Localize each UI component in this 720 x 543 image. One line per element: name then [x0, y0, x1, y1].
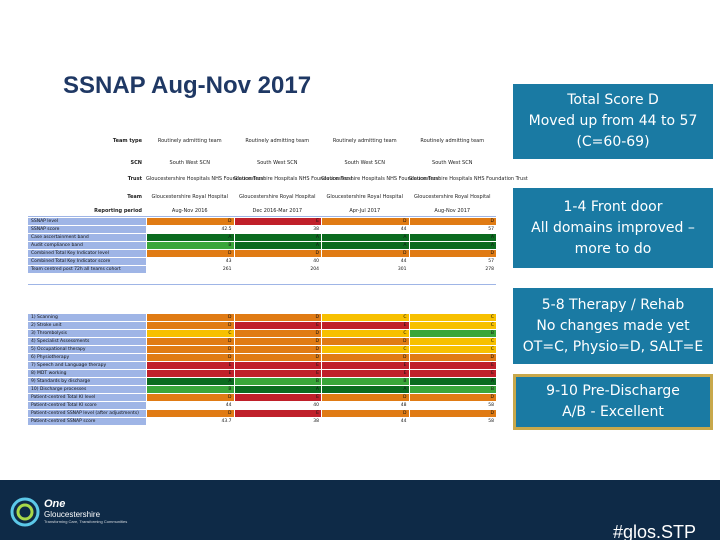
header-label: Team type [112, 138, 142, 144]
logo-line1: One [44, 498, 66, 510]
table-cell: C [321, 346, 409, 354]
table-cell: 58 [409, 402, 497, 410]
row-label: 3) Thrombolysis [28, 330, 146, 338]
table-cell: D [409, 410, 497, 418]
logo-line2: Gloucestershire [44, 510, 101, 519]
header-cell: Gloucestershire Royal Hospital [326, 194, 403, 200]
table-cell: A [409, 242, 497, 250]
header-cell: Routinely admitting team [245, 138, 310, 144]
header-label: Reporting period [94, 208, 142, 214]
row-label: Team centred post 72h all teams cohort [28, 266, 146, 274]
callout-line: No changes made yet [536, 317, 690, 334]
table-row [28, 322, 496, 330]
callout-line: 5-8 Therapy / Rehab [541, 296, 685, 313]
callout-line: (C=60-69) [576, 134, 650, 150]
table-cell: D [234, 250, 322, 258]
table-cell: D [146, 394, 234, 402]
row-label: 2) Stroke unit [28, 322, 146, 330]
header-cell: Routinely admitting team [157, 138, 222, 144]
callout-line: OT=C, Physio=D, SALT=E [522, 338, 704, 355]
section-divider [28, 216, 496, 217]
table-cell: 57 [409, 258, 497, 266]
table-row [28, 410, 496, 418]
header-cell: Aug-Nov 2016 [171, 208, 208, 214]
row-label: SSNAP level [28, 218, 146, 226]
table-cell: B [234, 378, 322, 386]
table-cell: A [321, 386, 409, 394]
table-row [28, 258, 496, 266]
table-cell: 44 [321, 418, 409, 426]
header-cell: Gloucestershire Hospitals NHS Foundation Trust [233, 176, 353, 182]
table-cell: A [409, 378, 497, 386]
table-cell: 301 [321, 266, 409, 274]
header-row [28, 160, 496, 166]
table-cell: D [409, 218, 497, 226]
table-cell: B [409, 386, 497, 394]
table-cell: 43 [146, 258, 234, 266]
row-label: Audit compliance band [28, 242, 146, 250]
table-cell: D [146, 218, 234, 226]
table-cell: D [146, 314, 234, 322]
table-cell: 38 [234, 418, 322, 426]
callout-line: Total Score D [567, 92, 659, 108]
table-cell: A [234, 386, 322, 394]
table-cell: C [146, 330, 234, 338]
header-cell: Gloucestershire Hospitals NHS Foundation Trust [408, 176, 528, 182]
table-cell: C [409, 322, 497, 330]
slide-title: SSNAP Aug-Nov 2017 [63, 72, 312, 99]
table-row [28, 266, 496, 274]
table-cell: E [146, 362, 234, 370]
header-cell: Dec 2016-Mar 2017 [252, 208, 303, 214]
callout-box [513, 374, 713, 430]
table-cell: D [146, 338, 234, 346]
callout-line: 9-10 Pre-Discharge [546, 383, 680, 399]
callout-box [513, 288, 713, 364]
header-cell: South West SCN [169, 160, 210, 166]
table-cell: E [409, 362, 497, 370]
table-cell: 38 [234, 226, 322, 234]
row-label: 10) Discharge processes [28, 386, 146, 394]
table-cell: 44 [146, 402, 234, 410]
table-row [28, 242, 496, 250]
logo-text [44, 498, 127, 524]
table-cell: D [321, 394, 409, 402]
section-divider [28, 284, 496, 285]
table-row [28, 386, 496, 394]
row-label: 5) Occupational therapy [28, 346, 146, 354]
table-cell: D [409, 250, 497, 258]
logo-tagline: Transforming Care, Transforming Communities [44, 519, 128, 524]
row-label: 7) Speech and Language therapy [28, 362, 146, 370]
callout-line: A/B - Excellent [562, 404, 664, 420]
header-label: SCN [130, 160, 142, 166]
table-row [28, 370, 496, 378]
callout-line: All domains improved – [531, 219, 695, 236]
header-cell: South West SCN [344, 160, 385, 166]
table-cell: 44 [321, 258, 409, 266]
table-cell: D [146, 250, 234, 258]
row-label: SSNAP score [28, 226, 146, 234]
table-cell: C [409, 346, 497, 354]
table-cell: D [146, 322, 234, 330]
table-cell: D [409, 354, 497, 362]
table-row [28, 226, 496, 234]
header-cell: Gloucestershire Hospitals NHS Foundation Trust [321, 176, 441, 182]
header-cell: Routinely admitting team [332, 138, 397, 144]
table-cell: D [321, 250, 409, 258]
header-cell: Gloucestershire Royal Hospital [151, 194, 228, 200]
table-cell: E [321, 370, 409, 378]
table-cell: A [321, 234, 409, 242]
row-label: Combined Total Key Indicator score [28, 258, 146, 266]
table-row [28, 402, 496, 410]
header-row [28, 208, 496, 214]
header-cell: Gloucestershire Royal Hospital [239, 194, 316, 200]
callout-box [513, 84, 713, 159]
callout-line: Moved up from 44 to 57 [528, 113, 698, 129]
header-row [28, 194, 496, 200]
header-cell: Gloucestershire Hospitals NHS Foundation Trust [146, 176, 266, 182]
table-cell: B [146, 242, 234, 250]
table-row [28, 330, 496, 338]
header-row [28, 176, 528, 182]
table-cell: D [234, 314, 322, 322]
table-cell: A [321, 242, 409, 250]
header-row [28, 138, 496, 144]
table-cell: 48 [321, 402, 409, 410]
table-cell: A [146, 378, 234, 386]
header-label: Team [127, 194, 142, 200]
table-cell: 43.7 [146, 418, 234, 426]
table-row [28, 354, 496, 362]
row-label: Patient-centred SSNAP level (after adjustments) [28, 410, 146, 418]
table-cell: 44 [321, 226, 409, 234]
table-cell: E [234, 394, 322, 402]
table-cell: 57 [409, 226, 497, 234]
table-row [28, 234, 496, 242]
header-cell: Gloucestershire Royal Hospital [414, 194, 491, 200]
table-cell: D [321, 218, 409, 226]
table-cell: D [321, 338, 409, 346]
table-row [28, 418, 496, 426]
table-cell: A [409, 234, 497, 242]
row-label: Case ascertainment band [28, 234, 146, 242]
table-cell: A [234, 234, 322, 242]
table-cell: C [321, 314, 409, 322]
table-cell: E [234, 370, 322, 378]
table-cell: E [321, 322, 409, 330]
table-cell: D [234, 346, 322, 354]
table-cell: D [146, 354, 234, 362]
hashtag: #glos.STP [612, 522, 696, 542]
table-cell: D [234, 338, 322, 346]
header-cell: Apr-Jul 2017 [349, 208, 381, 214]
callout-line: 1-4 Front door [563, 198, 663, 215]
table-cell: D [409, 394, 497, 402]
table-cell: D [321, 410, 409, 418]
table-cell: C [321, 330, 409, 338]
header-cell: South West SCN [432, 160, 473, 166]
table-cell: 204 [234, 266, 322, 274]
table-cell: E [234, 362, 322, 370]
table-row [28, 338, 496, 346]
table-cell: D [234, 330, 322, 338]
table-cell: E [146, 370, 234, 378]
table-cell: D [321, 354, 409, 362]
row-label: Patient-centred SSNAP score [28, 418, 146, 426]
table-cell: E [321, 362, 409, 370]
table-cell: 42.5 [146, 226, 234, 234]
row-label: 6) Physiotherapy [28, 354, 146, 362]
table-cell: 40 [234, 258, 322, 266]
table-row [28, 394, 496, 402]
table-cell: C [409, 338, 497, 346]
ssnap-table [28, 124, 528, 440]
row-label: Patient-centred Total KI score [28, 402, 146, 410]
row-label: 9) Standards by discharge [28, 378, 146, 386]
table-cell: B [409, 330, 497, 338]
table-row [28, 218, 496, 226]
row-label: Combined Total Key Indicator level [28, 250, 146, 258]
row-label: 8) MDT working [28, 370, 146, 378]
table-cell: 58 [409, 418, 497, 426]
header-cell: South West SCN [257, 160, 298, 166]
table-row [28, 378, 496, 386]
table-cell: C [409, 314, 497, 322]
table-row [28, 250, 496, 258]
table-row [28, 346, 496, 354]
table-cell: A [146, 234, 234, 242]
table-cell: 278 [409, 266, 497, 274]
table-cell: A [234, 242, 322, 250]
row-label: 4) Specialist Assessments [28, 338, 146, 346]
table-cell: E [234, 410, 322, 418]
table-cell: D [146, 410, 234, 418]
header-cell: Routinely admitting team [420, 138, 485, 144]
table-cell: E [234, 218, 322, 226]
logo-icon [10, 497, 40, 527]
row-label: Patient-centred Total KI level [28, 394, 146, 402]
row-label: 1) Scanning [28, 314, 146, 322]
table-cell: E [409, 370, 497, 378]
table-cell: 261 [146, 266, 234, 274]
table-cell: D [234, 354, 322, 362]
table-cell: 40 [234, 402, 322, 410]
header-cell: Aug-Nov 2017 [434, 208, 471, 214]
callout-line: more to do [574, 240, 652, 257]
table-cell: B [321, 378, 409, 386]
header-label: Trust [127, 176, 142, 182]
table-cell: B [146, 386, 234, 394]
table-row [28, 314, 496, 322]
table-cell: D [146, 346, 234, 354]
table-cell: E [234, 322, 322, 330]
table-row [28, 362, 496, 370]
callout-box [513, 188, 713, 268]
